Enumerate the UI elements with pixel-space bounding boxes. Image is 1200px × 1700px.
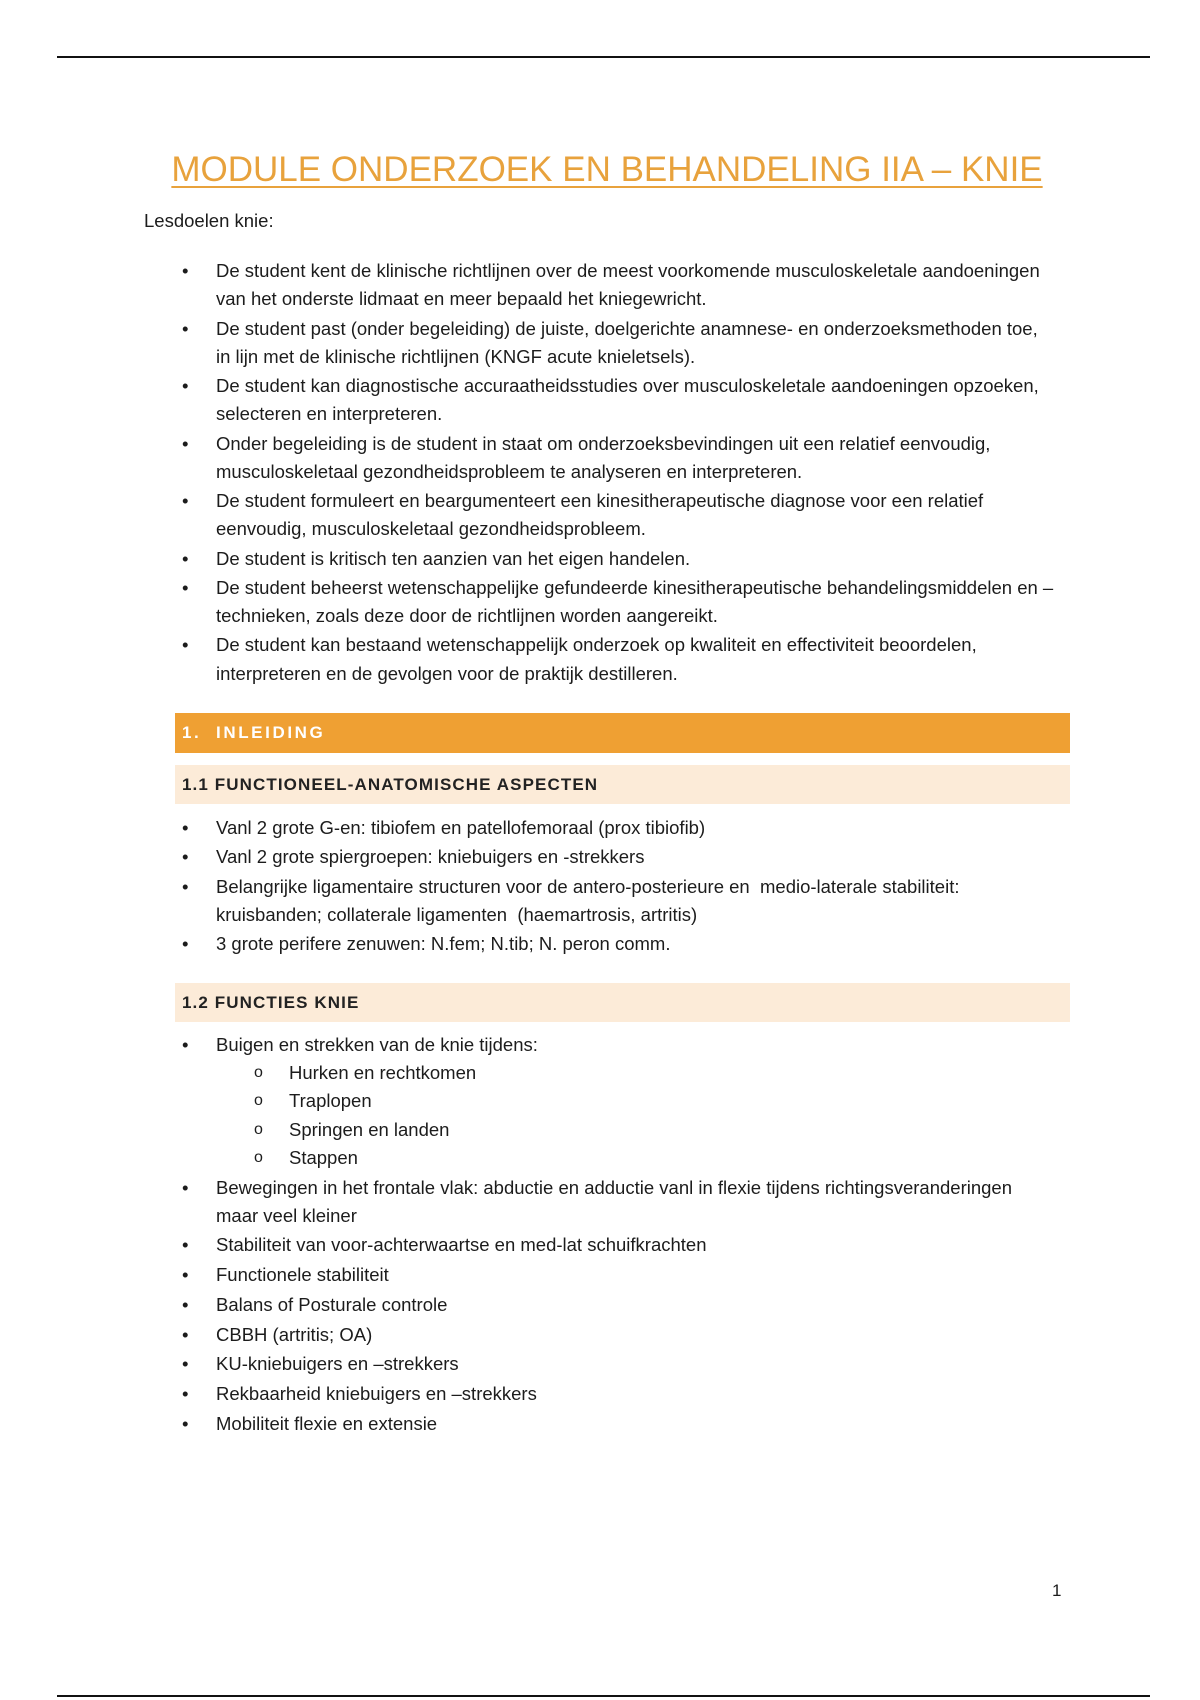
list-item-text: eenvoudig, musculoskeletaal gezondheidsprobleem.: [216, 518, 646, 540]
learning-goal-item: [216, 631, 1053, 687]
list-item-text: De student kan diagnostische accuraatheidsstudies over musculoskeletale aandoeningen opzoeken,: [216, 375, 1039, 396]
sub-list-item-text: Traplopen: [289, 1090, 372, 1112]
list-item-text: musculoskeletaal gezondheidsprobleem te analyseren en interpreteren.: [216, 460, 803, 482]
document-title: [144, 148, 1070, 192]
footer-rule: [57, 1695, 1150, 1697]
list-item-text: CBBH (artritis; OA): [216, 1323, 373, 1345]
sub-list-item: [289, 1087, 1012, 1115]
list-item-text: De student kan bestaand wetenschappelijk onderzoek op kwaliteit en effectiviteit beoordelen,: [216, 634, 977, 656]
learning-goal-item: [216, 372, 1053, 428]
list-item-text: Vanl 2 grote spiergroepen: kniebuigers en -strekkers: [216, 846, 645, 868]
circle-bullet-icon: [254, 1144, 263, 1172]
bullet-icon: [182, 1261, 188, 1289]
bullet-icon: [182, 843, 188, 871]
list-item-text: De student is kritisch ten aanzien van het eigen handelen.: [216, 547, 691, 569]
list-item-text: KU-kniebuigers en –strekkers: [216, 1353, 459, 1375]
list-item: [216, 873, 959, 929]
bullet-icon: [182, 487, 188, 515]
list-item-text: maar veel kleiner: [216, 1204, 357, 1226]
list-item-text: De student beheerst wetenschappelijke gefundeerde kinesitherapeutische behandelingsmiddelen en –: [216, 576, 1054, 598]
list-item-text: Mobiliteit flexie en extensie: [216, 1412, 438, 1434]
list-item: [216, 930, 959, 958]
bullet-icon: [182, 1231, 188, 1259]
bullet-icon: [182, 930, 188, 958]
sub-list-item-text: Stappen: [289, 1146, 358, 1168]
functional-anatomy-list: [216, 814, 959, 958]
list-item-text: van het onderste lidmaat en meer bepaald het kniegewricht.: [216, 288, 707, 310]
list-item-text: Functionele stabiliteit: [216, 1264, 389, 1286]
page-number: 1: [1052, 1581, 1062, 1600]
bullet-icon: [182, 315, 188, 343]
list-item: [216, 1410, 1012, 1438]
list-item: [216, 1350, 1012, 1378]
learning-goal-item: [216, 545, 1053, 573]
document-title-text: MODULE ONDERZOEK EN BEHANDELING IIA – KNIE: [171, 150, 1043, 189]
list-item: [216, 843, 959, 871]
list-item: [216, 1031, 1012, 1172]
list-item: [216, 814, 959, 842]
sub-list-item-text: Springen en landen: [289, 1118, 450, 1140]
list-item-text: Belangrijke ligamentaire structuren voor de antero-posterieure en medio-laterale stabiliteit:: [216, 875, 960, 897]
list-item-text: selecteren en interpreteren.: [216, 403, 443, 425]
sub-list: [216, 1059, 1012, 1172]
bullet-icon: [182, 545, 188, 573]
list-item-text: interpreteren en de gevolgen voor de praktijk destilleren.: [216, 662, 678, 684]
section-number: 1.: [182, 723, 202, 742]
bullet-icon: [182, 1031, 188, 1059]
bullet-icon: [182, 1291, 188, 1319]
bullet-icon: [182, 1410, 188, 1438]
bullet-icon: [182, 631, 188, 659]
circle-bullet-icon: [254, 1087, 263, 1115]
list-item: [216, 1261, 1012, 1289]
circle-bullet-icon: [254, 1116, 263, 1144]
learning-goal-item: [216, 574, 1053, 630]
learning-goal-item: [216, 257, 1053, 313]
list-item: [216, 1291, 1012, 1319]
list-item-text: Buigen en strekken van de knie tijdens:: [216, 1034, 538, 1055]
section-title: INLEIDING: [216, 723, 326, 742]
bullet-icon: [182, 372, 188, 400]
bullet-icon: [182, 1350, 188, 1378]
circle-bullet-icon: [254, 1059, 263, 1087]
bullet-icon: [182, 257, 188, 285]
bullet-icon: [182, 814, 188, 842]
list-item-text: Rekbaarheid kniebuigers en –strekkers: [216, 1382, 537, 1404]
list-item-text: in lijn met de klinische richtlijnen (KNGF acute knieletsels).: [216, 345, 696, 367]
list-item-text: Bewegingen in het frontale vlak: abductie en adductie vanl in flexie tijdens richtingsveranderingen: [216, 1176, 1013, 1198]
bullet-icon: [182, 1380, 188, 1408]
bullet-icon: [182, 430, 188, 458]
bullet-icon: [182, 1321, 188, 1349]
bullet-icon: [182, 873, 188, 901]
learning-goal-item: [216, 315, 1053, 371]
sub-list-item: [289, 1059, 1012, 1087]
list-item: [216, 1231, 1012, 1259]
list-item-text: Balans of Posturale controle: [216, 1293, 448, 1315]
bullet-icon: [182, 574, 188, 602]
list-item-text: De student kent de klinische richtlijnen over de meest voorkomende musculoskeletale aandoeningen: [216, 260, 1040, 281]
list-item: [216, 1380, 1012, 1408]
list-item-text: De student past (onder begeleiding) de juiste, doelgerichte anamnese- en onderzoeksmethoden toe,: [216, 317, 1038, 339]
list-item-text: Vanl 2 grote G-en: tibiofem en patellofemoraal (prox tibiofib): [216, 817, 706, 838]
header-rule: [57, 56, 1150, 58]
list-item-text: Stabiliteit van voor-achterwaartse en med-lat schuifkrachten: [216, 1234, 707, 1256]
sub-list-item: [289, 1116, 1012, 1144]
learning-goals-label: Lesdoelen knie:: [144, 210, 274, 231]
sub-list-item-text: Hurken en rechtkomen: [289, 1062, 477, 1084]
subsection-heading-knee-functions: 1.2 FUNCTIES KNIE: [175, 983, 1070, 1022]
section-heading-inleiding: [175, 713, 1070, 753]
list-item-text: Onder begeleiding is de student in staat om onderzoeksbevindingen uit een relatief eenvoudig,: [216, 432, 991, 454]
list-item-text: De student formuleert en beargumenteert een kinesitherapeutische diagnose voor een relatief: [216, 490, 984, 511]
knee-functions-list: [216, 1031, 1012, 1438]
sub-list-item: [289, 1144, 1012, 1172]
list-item-text: kruisbanden; collaterale ligamenten (haemartrosis, artritis): [216, 903, 698, 925]
learning-goal-item: [216, 430, 1053, 486]
learning-goals-list: [216, 257, 1053, 688]
learning-goal-item: [216, 487, 1053, 543]
list-item: [216, 1321, 1012, 1349]
subsection-heading-functional-anatomy: 1.1 FUNCTIONEEL-ANATOMISCHE ASPECTEN: [175, 765, 1070, 804]
list-item-text: 3 grote perifere zenuwen: N.fem; N.tib; N. peron comm.: [216, 933, 671, 955]
bullet-icon: [182, 1174, 188, 1202]
list-item-text: technieken, zoals deze door de richtlijnen worden aangereikt.: [216, 605, 718, 626]
list-item: [216, 1174, 1012, 1230]
